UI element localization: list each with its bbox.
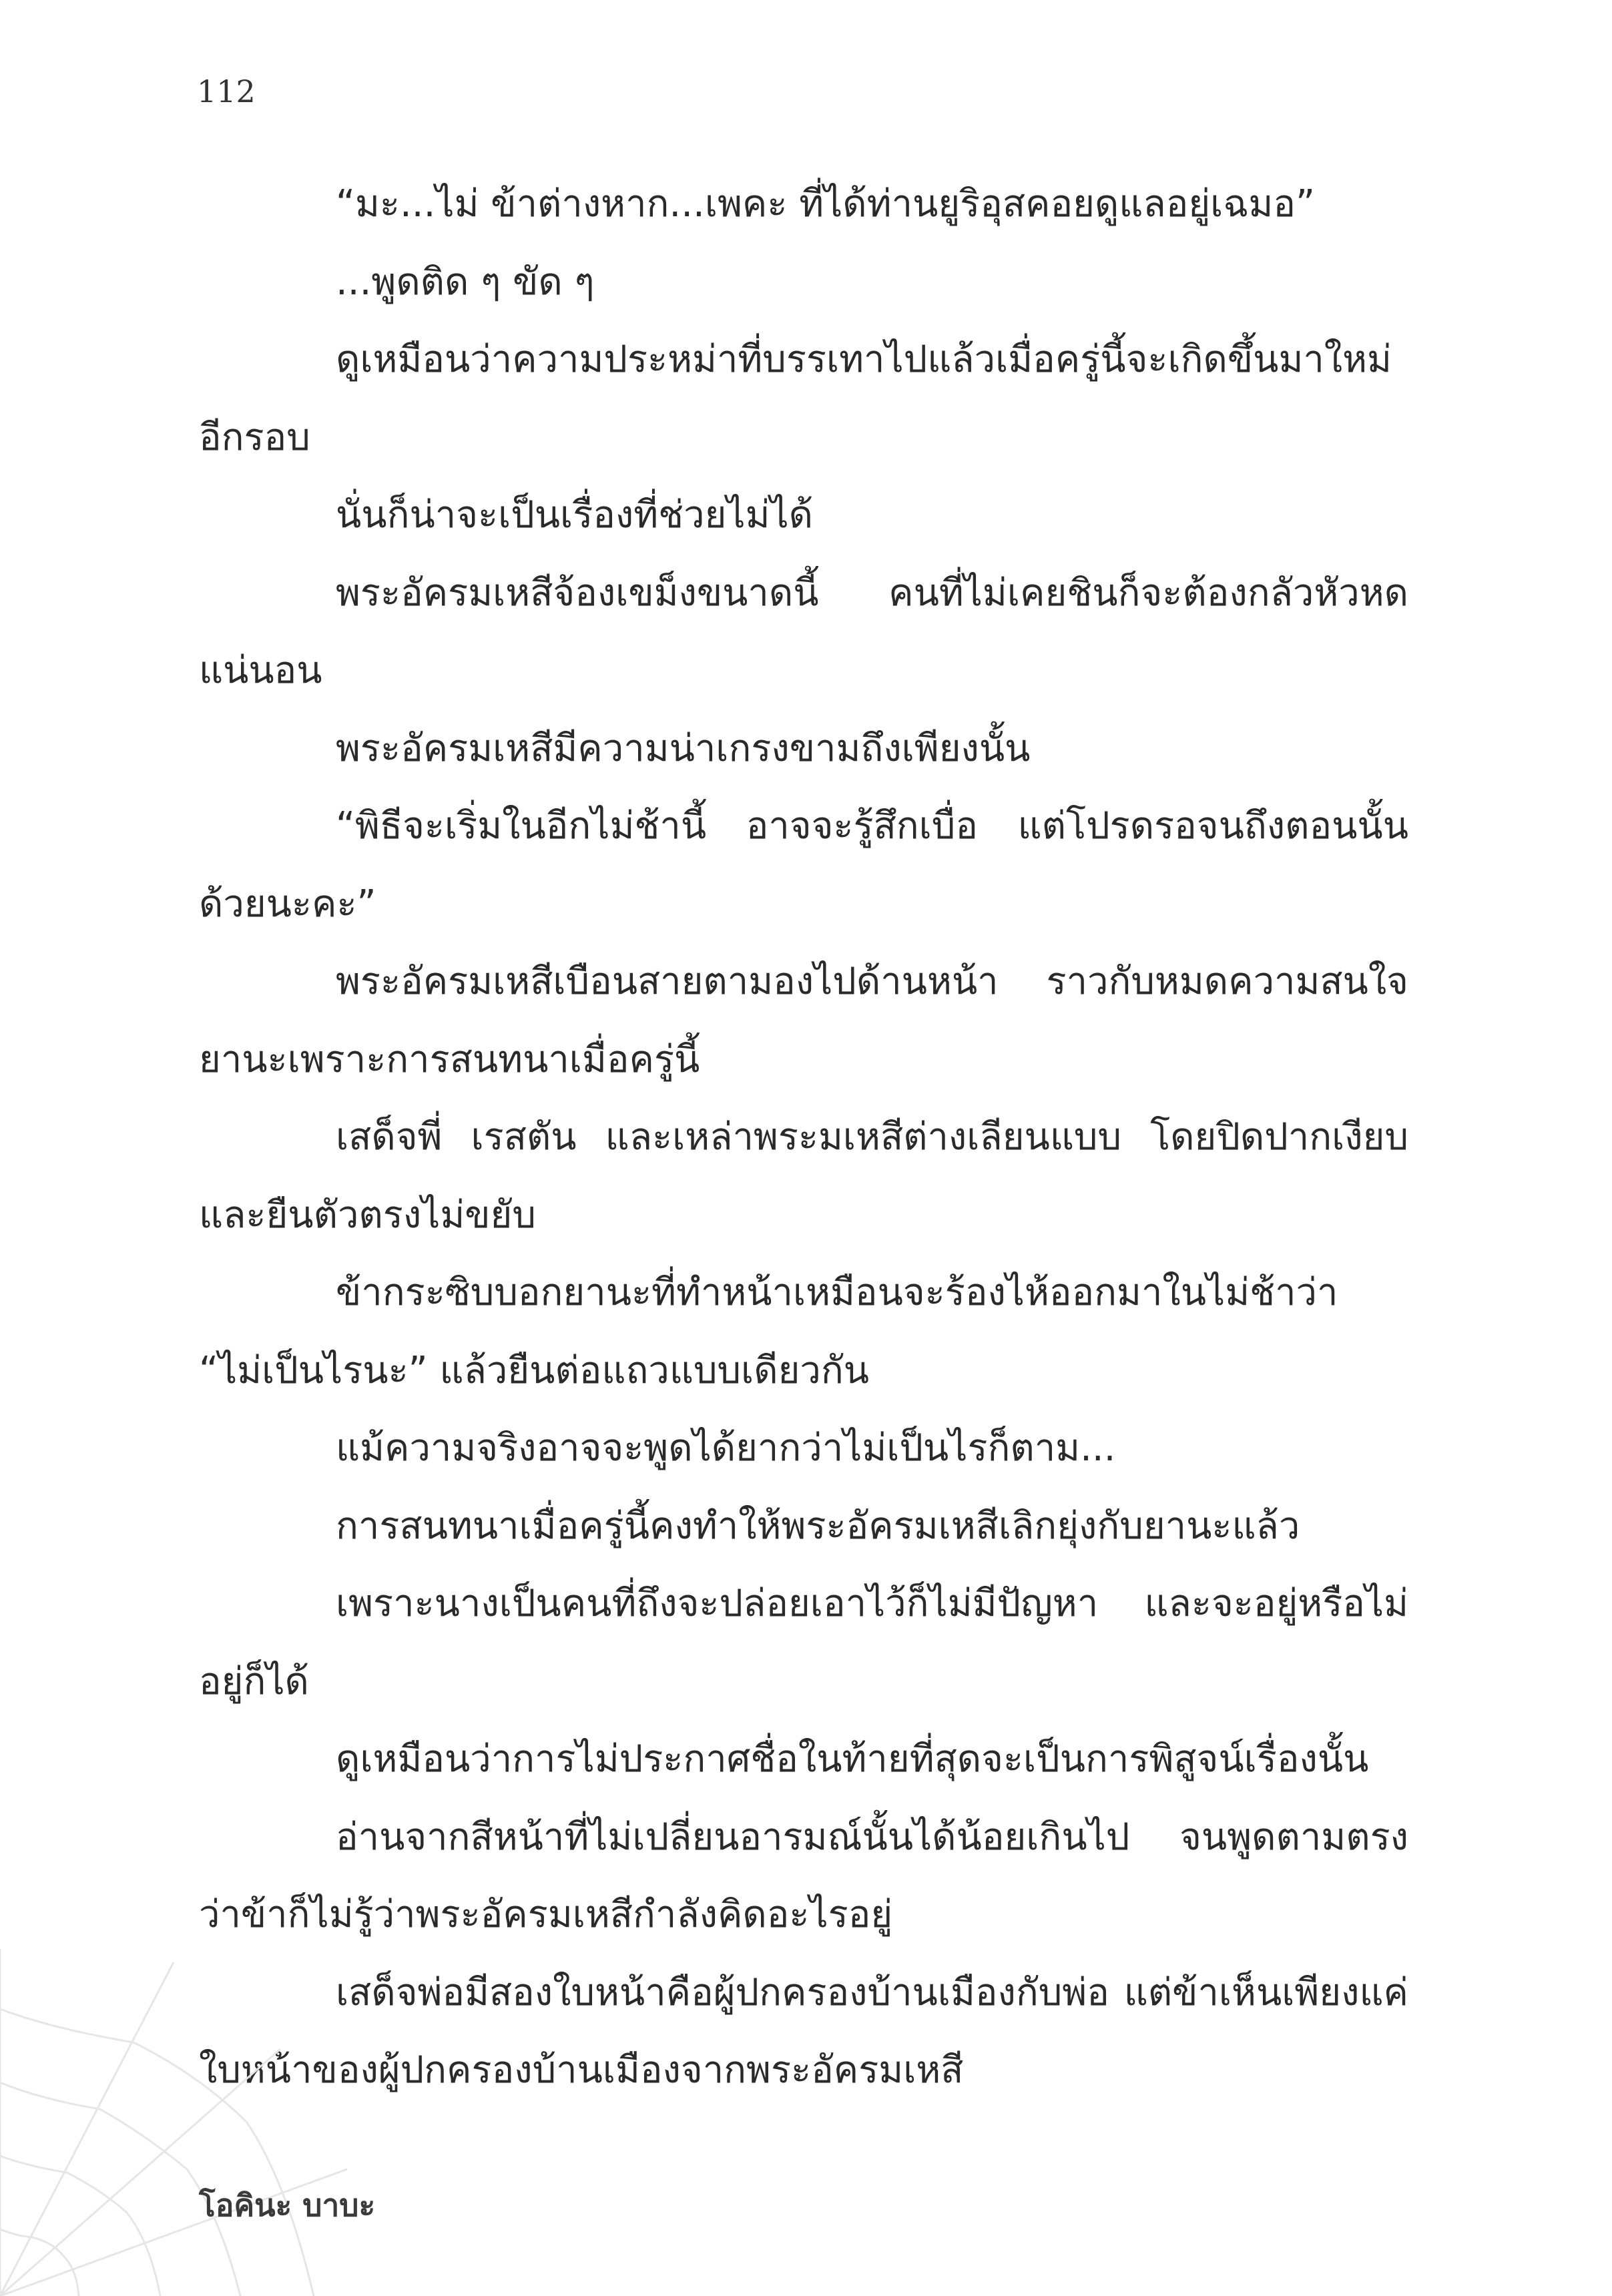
paragraph: ดูเหมือนว่าความประหม่าที่บรรเทาไปแล้วเมื่อครู่นี้จะเกิดขึ้นมาใหม่อีกรอบ xyxy=(199,338,1392,459)
paragraph: พระอัครมเหสีจ้องเขม็งขนาดนี้ คนที่ไม่เคยชินก็จะต้องกลัวหัวหดแน่นอน xyxy=(199,571,1408,692)
body-text xyxy=(199,166,1408,2110)
spider-web-decoration xyxy=(0,1949,347,2296)
paragraph: พระอัครมเหสีเบือนสายตามองไปด้านหน้า ราวกับหมดความสนใจยานะเพราะการสนทนาเมื่อครู่นี้ xyxy=(199,960,1408,1081)
paragraph: ...พูดติด ๆ ขัด ๆ xyxy=(336,260,595,304)
paragraph: อ่านจากสีหน้าที่ไม่เปลี่ยนอารมณ์นั้นได้น้อยเกินไป จนพูดตามตรงว่าข้าก็ไม่รู้ว่าพระอัครมเหสีกำลังคิดอะไรอยู่ xyxy=(199,1815,1408,1936)
paragraph: แม้ความจริงอาจจะพูดได้ยากว่าไม่เป็นไรก็ตาม... xyxy=(336,1426,1116,1470)
paragraph: นั่นก็น่าจะเป็นเรื่องที่ช่วยไม่ได้ xyxy=(336,493,814,537)
paragraph: ข้ากระซิบบอกยานะที่ทำหน้าเหมือนจะร้องไห้ออกมาในไม่ช้าว่า “ไม่เป็นไรนะ” แล้วยืนต่อแถวแบบเดียวกัน xyxy=(199,1271,1338,1392)
paragraph: เสด็จพี่ เรสตัน และเหล่าพระมเหสีต่างเลียนแบบ โดยปิดปากเงียบและยืนตัวตรงไม่ขยับ xyxy=(199,1115,1408,1237)
page-number: 112 xyxy=(197,73,256,109)
paragraph: เสด็จพ่อมีสองใบหน้าคือผู้ปกครองบ้านเมืองกับพ่อ แต่ข้าเห็นเพียงแค่ใบหน้าของผู้ปกครองบ้านเมืองจากพระอัครมเหสี xyxy=(199,1970,1408,2092)
paragraph: การสนทนาเมื่อครู่นี้คงทำให้พระอัครมเหสีเลิกยุ่งกับยานะแล้ว xyxy=(336,1504,1300,1548)
paragraph: “พิธีจะเริ่มในอีกไม่ช้านี้ อาจจะรู้สึกเบื่อ แต่โปรดรอจนถึงตอนนั้นด้วยนะคะ” xyxy=(199,804,1408,926)
paragraph: “มะ...ไม่ ข้าต่างหาก...เพคะ ที่ได้ท่านยูริอุสคอยดูแลอยู่เฉมอ” xyxy=(336,182,1315,226)
paragraph: พระอัครมเหสีมีความน่าเกรงขามถึงเพียงนั้น xyxy=(336,726,1031,770)
footer-author-title: โอคินะ บาบะ xyxy=(199,2187,376,2223)
paragraph: ดูเหมือนว่าการไม่ประกาศชื่อในท้ายที่สุดจะเป็นการพิสูจน์เรื่องนั้น xyxy=(336,1737,1369,1781)
paragraph: เพราะนางเป็นคนที่ถึงจะปล่อยเอาไว้ก็ไม่มีปัญหา และจะอยู่หรือไม่อยู่ก็ได้ xyxy=(199,1582,1408,1703)
